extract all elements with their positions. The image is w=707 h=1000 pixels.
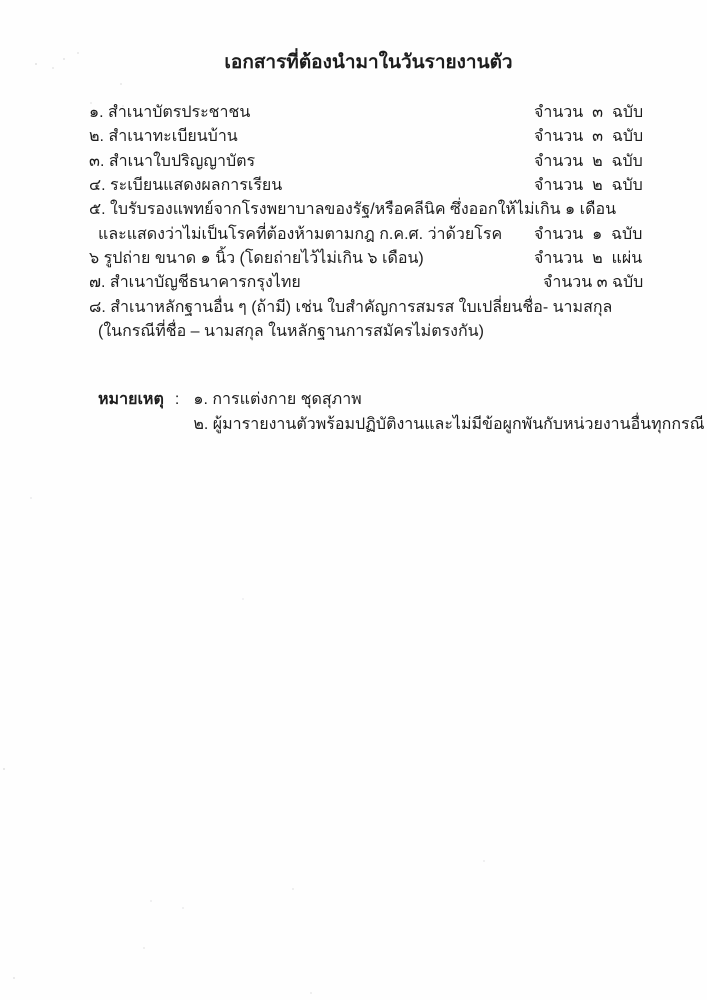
item-text: ๔. ระเบียนแสดงผลการเรียน	[89, 177, 283, 195]
note-line-2: ๒. ผู้มารายงานตัวพร้อมปฏิบัติงานและไม่มีข้อผูกพันกับหน่วยงานอื่นทุกกรณี	[193, 415, 705, 433]
list-item-7	[89, 271, 699, 295]
item-quantity: จำนวน ๒ แผ่น	[534, 250, 643, 268]
item-quantity: จำนวน ๒ ฉบับ	[534, 177, 643, 195]
item-quantity: จำนวน ๑ ฉบับ	[534, 225, 643, 243]
item-text: ๒. สำเนาทะเบียนบ้าน	[89, 128, 238, 146]
item-quantity: จำนวน ๓ ฉบับ	[543, 274, 644, 292]
item-text: ๗. สำเนาบัญชีธนาคารกรุงไทย	[89, 274, 301, 292]
list-item-3	[89, 150, 699, 174]
item-text: ๖ รูปถ่าย ขนาด ๑ นิ้ว (โดยถ่ายไว้ไม่เกิน ๖ เดือน)	[89, 250, 424, 268]
list-item-5-line-1	[89, 198, 699, 222]
note-section	[89, 388, 705, 437]
note-label: หมายเหตุ	[98, 391, 164, 409]
note-lines	[193, 388, 704, 437]
item-text: ๘. สำเนาหลักฐานอื่น ๆ (ถ้ามี) เช่น ใบสำคัญการสมรส ใบเปลี่ยนชื่อ- นามสกุล	[89, 298, 613, 316]
list-item-4	[89, 174, 699, 198]
item-text: ๓. สำเนาใบปริญญาบัตร	[89, 152, 256, 170]
page-title: เอกสารที่ต้องนำมาในวันรายงานตัว	[224, 52, 513, 73]
item-quantity: จำนวน ๓ ฉบับ	[534, 104, 644, 121]
list-item-2	[89, 125, 699, 149]
item-text-continued: (ในกรณีที่ชื่อ – นามสกุล ในหลักฐานการสมัครไม่ตรงกัน)	[98, 323, 484, 341]
note-line-1: ๑. การแต่งกาย ชุดสุภาพ	[193, 391, 362, 409]
list-item-5-line-2	[89, 223, 699, 247]
item-quantity: จำนวน ๓ ฉบับ	[534, 128, 644, 146]
item-text: ๕. ใบรับรองแพทย์จากโรงพยาบาลของรัฐ/หรือคลีนิค ซึ่งออกให้ไม่เกิน ๑ เดือน	[89, 201, 617, 219]
list-item-8-line-2	[89, 320, 699, 344]
item-text: ๑. สำเนาบัตรประชาชน	[89, 104, 251, 121]
scan-noise	[0, 0, 2, 2]
document-body	[89, 101, 705, 437]
list-item-1	[89, 101, 699, 125]
list-item-8-line-1	[89, 296, 699, 320]
item-text-continued: และแสดงว่าไม่เป็นโรคที่ต้องห้ามตามกฎ ก.ค.ศ. ว่าด้วยโรค	[98, 225, 503, 243]
item-quantity: จำนวน ๒ ฉบับ	[534, 152, 643, 170]
note-colon: :	[174, 391, 180, 409]
list-item-6	[89, 247, 699, 271]
